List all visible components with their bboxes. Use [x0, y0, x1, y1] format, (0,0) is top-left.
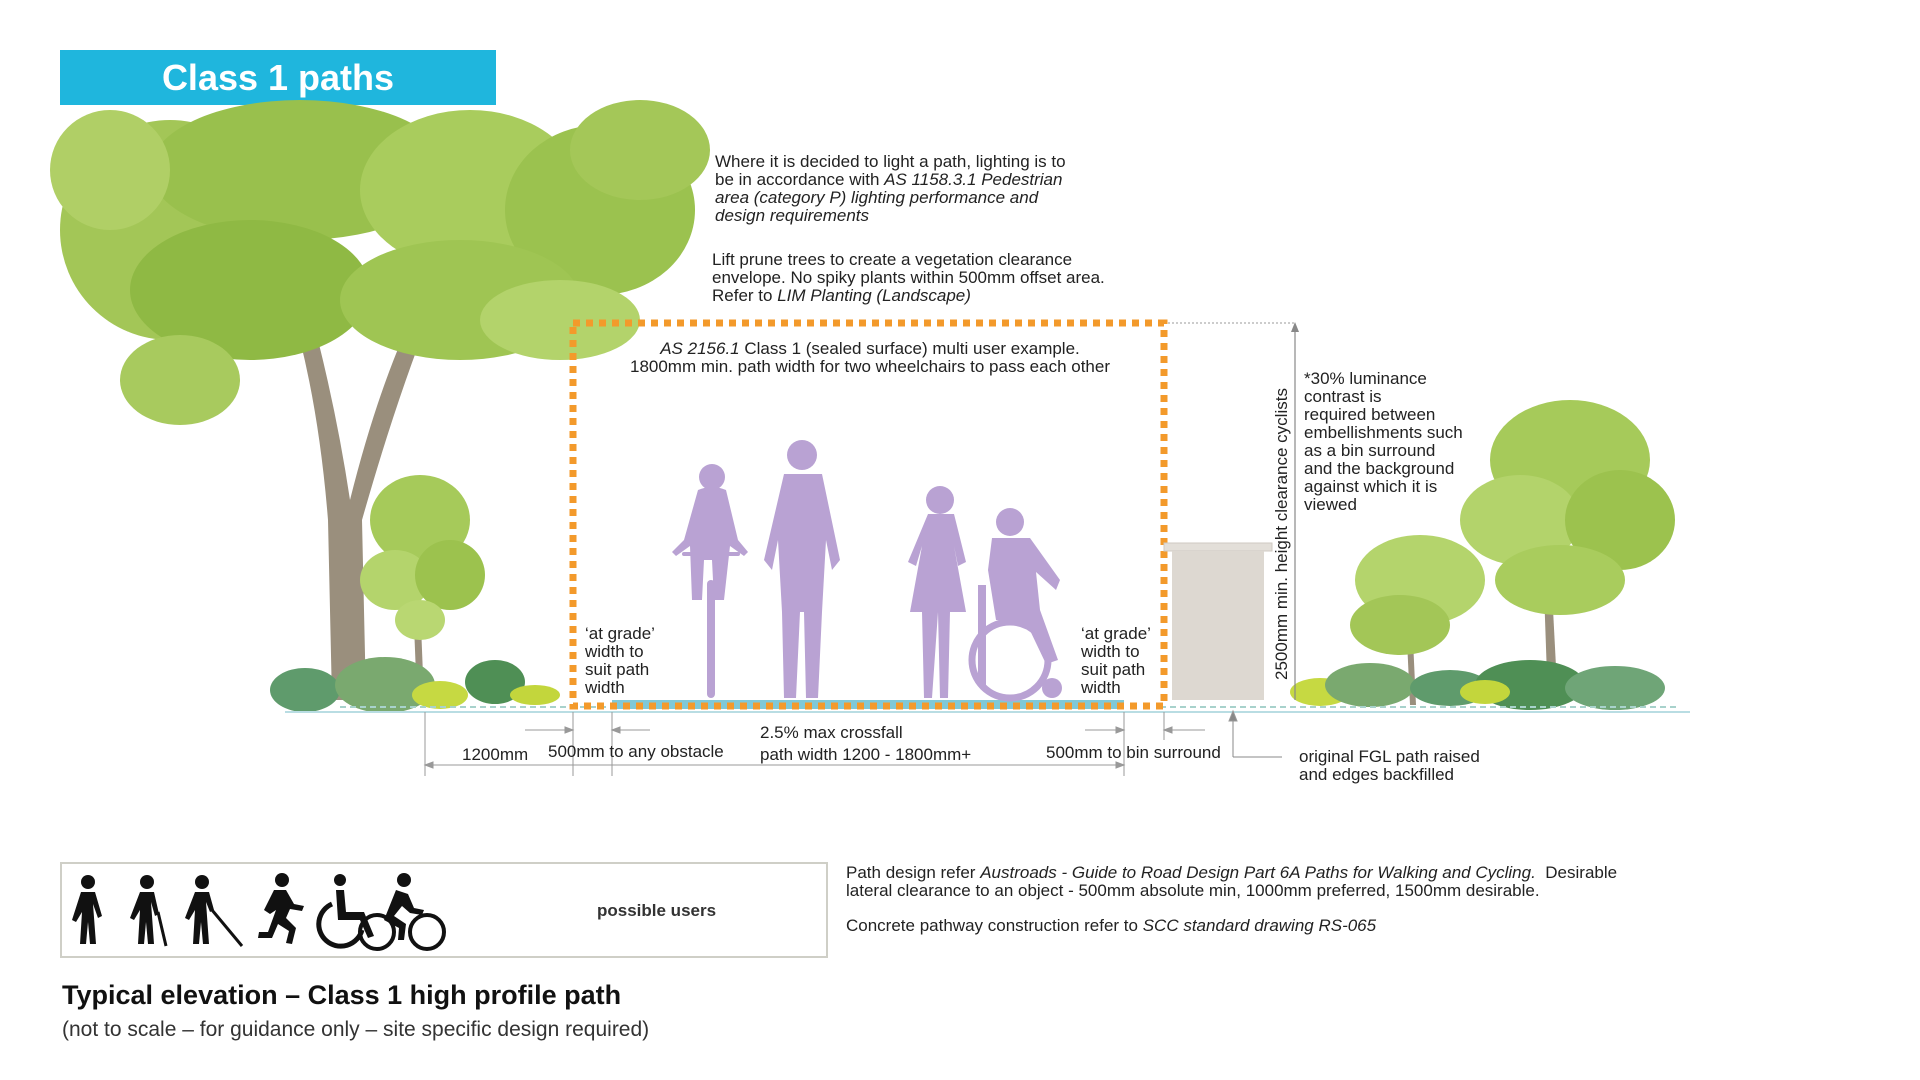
cyclist-icon [360, 873, 444, 949]
at-grade-line: ‘at grade’ [1081, 624, 1151, 643]
austroads-guide-reference: Austroads - Guide to Road Design Part 6A Paths for Walking and Cycling. [980, 863, 1536, 882]
large-tree-icon [50, 100, 710, 700]
vision-impaired-cane-icon [185, 875, 242, 946]
austroads-reference-line: lateral clearance to an object - 500mm absolute min, 1000mm preferred, 1500mm desirable. [846, 881, 1540, 900]
pedestrian-woman-figure-icon [908, 486, 966, 698]
at-grade-line: suit path [585, 660, 650, 679]
luminance-line: *30% luminance [1304, 369, 1427, 388]
fgl-line: and edges backfilled [1299, 765, 1455, 784]
lighting-note-line [715, 171, 1066, 189]
lighting-note-line: design requirements [715, 206, 870, 225]
right-shrubs-icon [1290, 660, 1665, 710]
envelope-note-text: Class 1 (sealed surface) multi user example. [739, 339, 1080, 358]
fgl-line: original FGL path raised [1299, 747, 1480, 766]
clearance-envelope [573, 323, 1164, 706]
walking-cane-icon [130, 875, 166, 946]
scc-drawing-reference: SCC standard drawing RS-065 [1142, 916, 1377, 935]
envelope-standard-reference: AS 2156.1 [660, 339, 740, 358]
lighting-note-line: Where it is decided to light a path, lighting is to [715, 152, 1066, 171]
height-clearance-label: 2500mm min. height clearance cyclists [1272, 388, 1291, 680]
figure-subtitle: (not to scale – for guidance only – site specific design required) [62, 1018, 650, 1041]
envelope-note-line: 1800mm min. path width for two wheelchairs to pass each other [629, 357, 1111, 376]
wheelchair-icon [319, 874, 374, 946]
figure-title: Typical elevation – Class 1 high profile path [62, 980, 622, 1010]
prune-note [712, 251, 1105, 305]
user-icons-row [62, 864, 502, 956]
lighting-note [715, 153, 1066, 225]
at-grade-line: width to [1081, 642, 1140, 661]
prune-note-line [712, 287, 1105, 305]
bin-surround-icon [1164, 543, 1272, 700]
wheelchair-user-figure-icon [972, 508, 1062, 698]
at-grade-line: width [1081, 678, 1121, 697]
page-banner: Class 1 paths [60, 50, 496, 105]
concrete-reference [846, 917, 1376, 935]
left-shrubs-icon [270, 657, 560, 713]
envelope-note-line [580, 340, 1160, 358]
offset-right-label: 500mm to bin surround [1046, 743, 1221, 762]
lighting-standard-reference: AS 1158.3.1 Pedestrian [884, 170, 1063, 189]
possible-users-label: possible users [597, 901, 717, 920]
envelope-note [580, 340, 1160, 376]
reference-text: Path design refer [846, 863, 981, 882]
at-grade-line: ‘at grade’ [585, 624, 655, 643]
pedestrian-icon [72, 875, 102, 944]
cyclist-figure-icon [672, 464, 748, 698]
at-grade-line: suit path [1081, 660, 1146, 679]
luminance-line: and the background [1304, 459, 1455, 478]
prune-note-text: Refer to [712, 286, 778, 305]
at-grade-line: width [585, 678, 625, 697]
lighting-note-line: area (category P) lighting performance and [715, 188, 1039, 207]
pedestrian-man-figure-icon [764, 440, 840, 698]
luminance-line: against which it is [1304, 477, 1438, 496]
luminance-line: as a bin surround [1304, 441, 1436, 460]
luminance-note [1304, 370, 1463, 514]
crossfall-label: 2.5% max crossfall [760, 723, 903, 742]
fgl-note [1299, 748, 1480, 784]
path-users-figures [672, 440, 1062, 698]
prune-note-line: envelope. No spiky plants within 500mm offset area. [712, 268, 1105, 287]
verge-width-label: 1200mm [462, 745, 529, 764]
austroads-reference [846, 864, 1617, 900]
path-width-label: path width 1200 - 1800mm+ [760, 745, 972, 764]
at-grade-right-note [1081, 625, 1151, 697]
luminance-line: required between [1304, 405, 1436, 424]
austroads-reference-line [846, 864, 1617, 882]
possible-users-box [60, 862, 828, 958]
at-grade-line: width to [585, 642, 644, 661]
planting-reference: LIM Planting (Landscape) [777, 286, 971, 305]
runner-icon [258, 873, 304, 944]
luminance-line: viewed [1304, 495, 1357, 514]
reference-text: Desirable [1535, 863, 1618, 882]
luminance-line: contrast is [1304, 387, 1382, 406]
offset-left-label: 500mm to any obstacle [548, 742, 724, 761]
luminance-line: embellishments such [1304, 423, 1463, 442]
reference-text: Concrete pathway construction refer to [846, 916, 1143, 935]
at-grade-left-note [585, 625, 655, 697]
lighting-note-text: be in accordance with [715, 170, 885, 189]
prune-note-line: Lift prune trees to create a vegetation clearance [712, 250, 1073, 269]
